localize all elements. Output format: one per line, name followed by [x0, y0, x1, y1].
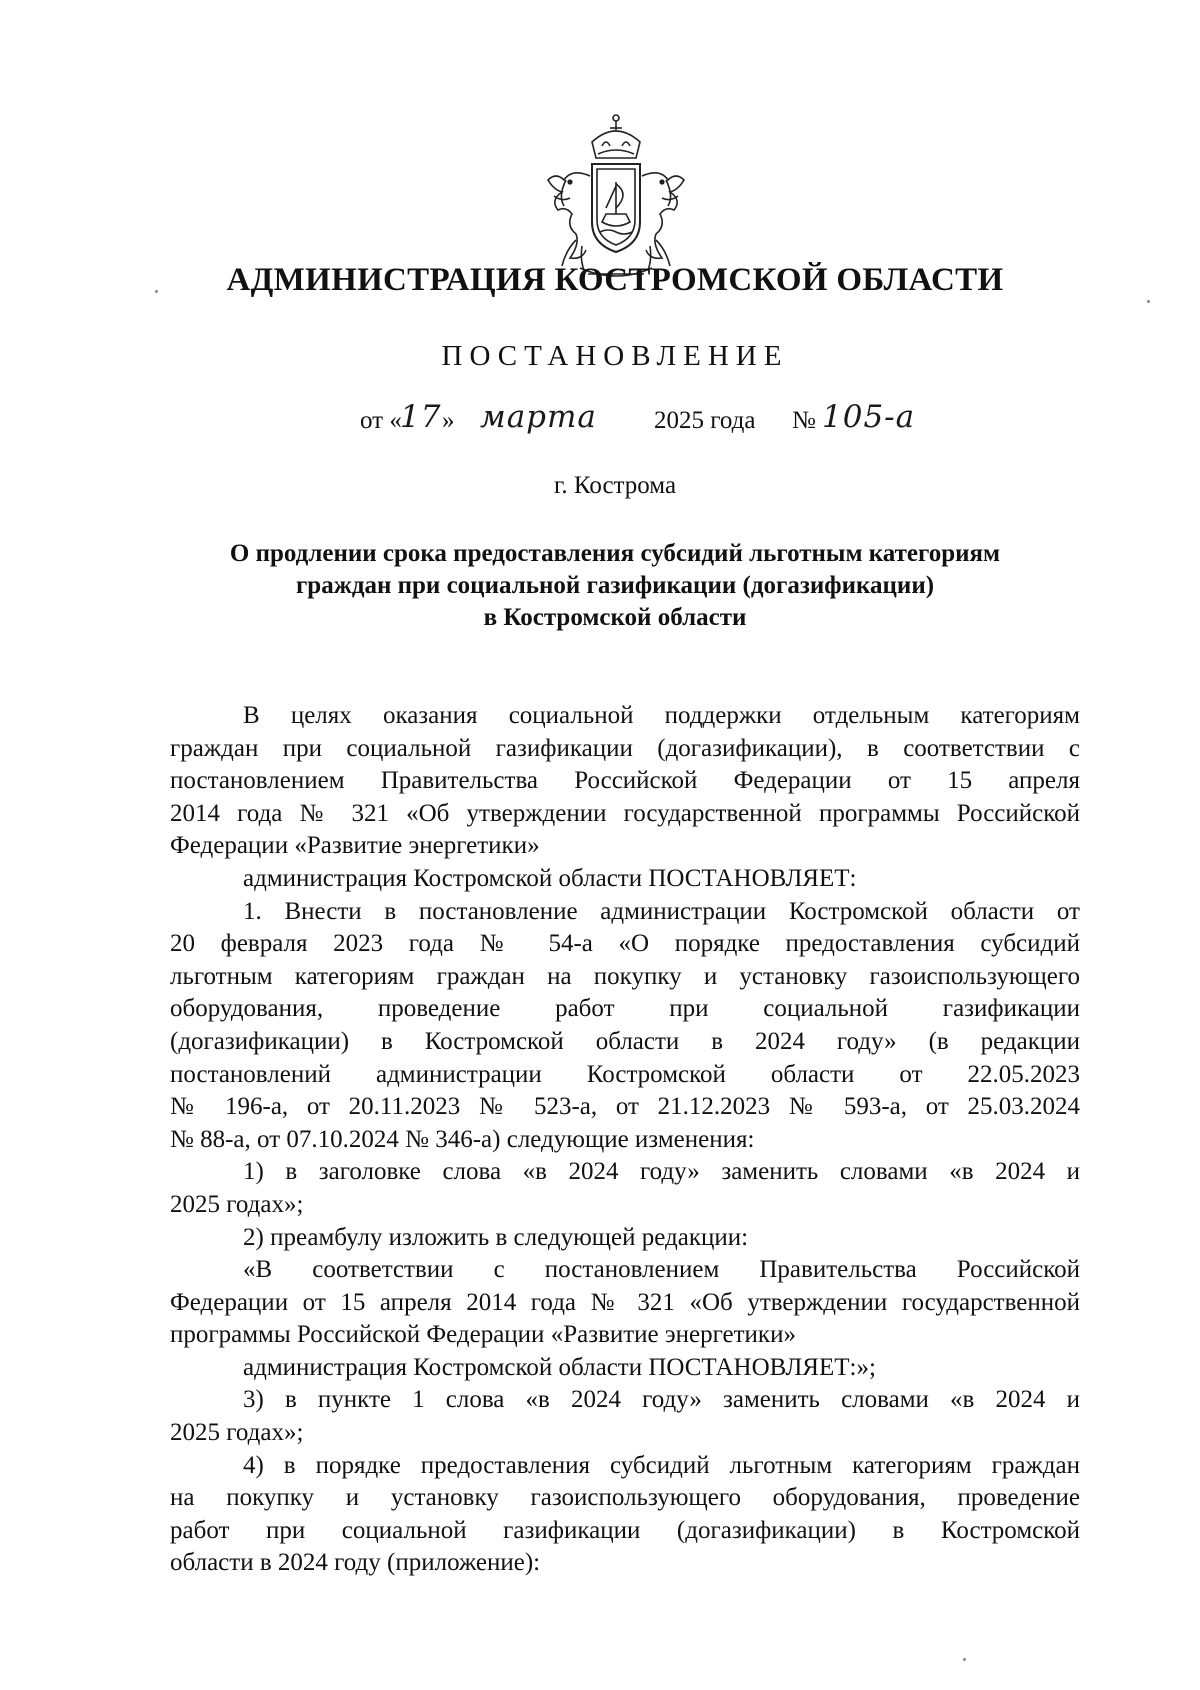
- date-prefix: от «: [360, 407, 402, 434]
- body-line: 3) в пункте 1 слова «в 2024 году» заменить словами «в 2024 и: [243, 1386, 1080, 1414]
- kostroma-oblast-coat-of-arms-icon: [536, 110, 696, 285]
- body-line: администрация Костромской области ПОСТАНОВЛЯЕТ:: [243, 864, 857, 892]
- number-label: №: [792, 407, 816, 434]
- subject-line: О продлении срока предоставления субсидий льготным категориям: [229, 540, 1001, 567]
- handwritten-number: 105-а: [822, 399, 916, 435]
- body-line: 2025 годах»;: [170, 1190, 304, 1218]
- body-line: 4) в порядке предоставления субсидий льготным категориям граждан: [243, 1451, 1080, 1479]
- document-subject: [160, 538, 1070, 634]
- subject-line: в Костромской области: [483, 604, 747, 631]
- scan-speck: [963, 1658, 966, 1661]
- body-line: администрация Костромской области ПОСТАНОВЛЯЕТ:»;: [243, 1353, 876, 1381]
- handwritten-day: 17: [400, 399, 442, 435]
- body-line: № 196-а, от 20.11.2023 № 523-а, от 21.12.2023 № 593-а, от 25.03.2024: [170, 1093, 1080, 1121]
- subject-line: граждан при социальной газификации (догазификации): [295, 572, 935, 599]
- body-line: 1. Внести в постановление администрации Костромской области от: [243, 897, 1080, 925]
- body-line: граждан при социальной газификации (догазификации), в соответствии с: [170, 734, 1080, 762]
- body-line: области в 2024 году (приложение):: [170, 1549, 541, 1577]
- date-year: 2025 года: [654, 407, 756, 434]
- body-line: 20 февраля 2023 года № 54-а «О порядке предоставления субсидий: [170, 930, 1080, 958]
- body-line: постановлением Правительства Российской Федерации от 15 апреля: [170, 767, 1080, 795]
- city: г. Кострома: [553, 472, 677, 499]
- body-line: Федерации «Развитие энергетики»: [170, 832, 540, 860]
- body-line: 2) преамбулу изложить в следующей редакции:: [243, 1223, 749, 1251]
- body-line: 2025 годах»;: [170, 1419, 304, 1447]
- handwritten-month: марта: [480, 399, 597, 435]
- body-line: (догазификации) в Костромской области в 2024 году» (в редакции: [170, 1027, 1080, 1055]
- document-type: ПОСТАНОВЛЕНИЕ: [441, 340, 789, 372]
- body-line: работ при социальной газификации (догазификации) в Костромской: [170, 1516, 1080, 1544]
- body-line: 2014 года № 321 «Об утверждении государственной программы Российской: [170, 799, 1080, 827]
- organization-name: АДМИНИСТРАЦИЯ КОСТРОМСКОЙ ОБЛАСТИ: [226, 262, 1004, 298]
- body-line: льготным категориям граждан на покупку и установку газоиспользующего: [170, 962, 1080, 990]
- body-line: В целях оказания социальной поддержки отдельным категориям: [243, 702, 1080, 729]
- scan-speck: [155, 290, 158, 293]
- body-line: «В соответствии с постановлением Правительства Российской: [243, 1256, 1080, 1284]
- body-line: 1) в заголовке слова «в 2024 году» заменить словами «в 2024 и: [243, 1158, 1080, 1186]
- date-line: [360, 399, 1060, 445]
- document-body: [170, 700, 1080, 1580]
- body-line: оборудования, проведение работ при социальной газификации: [170, 995, 1080, 1023]
- body-line: постановлений администрации Костромской области от 22.05.2023: [170, 1060, 1080, 1088]
- body-line: на покупку и установку газоиспользующего оборудования, проведение: [170, 1484, 1080, 1512]
- body-line: программы Российской Федерации «Развитие энергетики»: [170, 1321, 796, 1349]
- date-close-quote: »: [442, 407, 455, 434]
- scan-speck: [1147, 300, 1150, 303]
- body-line: Федерации от 15 апреля 2014 года № 321 «Об утверждении государственной: [170, 1288, 1080, 1316]
- body-line: № 88-а, от 07.10.2024 № 346-а) следующие изменения:: [170, 1125, 755, 1153]
